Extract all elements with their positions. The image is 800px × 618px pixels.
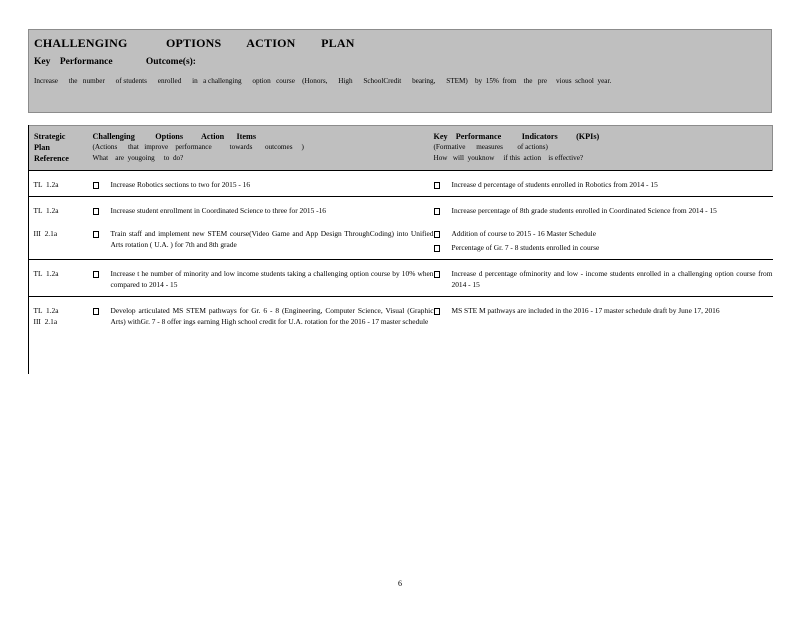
reference-code: TL 1.2a <box>33 180 59 189</box>
table-row <box>29 197 773 223</box>
kpi-text: Increase d percentage of students enrolled in Robotics from 2014 - 15 <box>451 180 658 189</box>
list-item <box>434 268 773 290</box>
header-kpis <box>434 126 773 171</box>
list-item <box>93 205 434 216</box>
row-actions <box>93 297 434 343</box>
row-kpis <box>434 171 773 197</box>
reference-code: TL 1.2a <box>33 206 59 215</box>
action-text: Increase student enrollment in Coordinated Science to three for 2015 -16 <box>110 206 326 215</box>
bullet-box-icon <box>434 208 440 215</box>
header-action-items <box>93 126 434 171</box>
row-reference <box>29 260 93 297</box>
kpi-text: Addition of course to 2015 - 16 Master Schedule <box>451 229 596 238</box>
row-reference <box>29 171 93 197</box>
header-ref-line: Reference <box>34 154 69 163</box>
action-text: Develop articulated MS STEM pathways for Gr. 6 - 8 (Engineering, Computer Science, Visual (Graphic Arts) withGr. 7 - 8 offer ings earning High school credit for U.A. rotation for the 2016 - 17 master schedule <box>110 306 434 326</box>
table-row <box>29 297 773 343</box>
list-item <box>93 179 434 190</box>
reference-code: III 2.1a <box>33 229 58 238</box>
action-text: Train staff and implement new STEM course(Video Game and App Design ThroughCoding) into Unified Arts rotation ( U.A. ) for 7th and 8th grade <box>110 229 434 249</box>
page-number: 6 <box>398 579 402 588</box>
row-kpis <box>434 260 773 297</box>
table-header-row <box>29 126 773 171</box>
action-plan-table <box>28 125 773 342</box>
row-reference <box>29 222 93 260</box>
row-reference <box>29 297 93 343</box>
list-item <box>434 242 773 253</box>
kpi-text: Increase percentage of 8th grade students enrolled in Coordinated Science from 2014 - 15 <box>451 206 717 215</box>
table-left-border <box>28 125 29 374</box>
reference-code: TL 1.2a <box>33 269 59 278</box>
row-actions <box>93 171 434 197</box>
key-performance-outcome-text: Increase the number of students enrolled in a challenging option course (Honors, High SchoolCredit bearing, STEM) by 15% from the pre vious school year. <box>34 77 612 85</box>
bullet-box-icon <box>93 308 99 315</box>
action-text: Increase t he number of minority and low income students taking a challenging option course by 10% when compared to 2014 - 15 <box>110 269 434 289</box>
bullet-box-icon <box>434 182 440 189</box>
table-row <box>29 171 773 197</box>
reference-code: TL 1.2a <box>33 306 59 315</box>
kpi-text: Increase d percentage ofminority and low - income students enrolled in a challenging option course from 2014 - 15 <box>451 269 773 289</box>
row-actions <box>93 197 434 223</box>
header-ref-title: Strategic <box>34 132 66 141</box>
bullet-box-icon <box>434 308 440 315</box>
list-item <box>93 228 434 250</box>
bullet-box-icon <box>93 182 99 189</box>
header-kpi-line: (Formative measures of actions) <box>433 143 548 151</box>
kpi-text: Percentage of Gr. 7 - 8 students enrolled in course <box>451 243 600 252</box>
bullet-box-icon <box>93 208 99 215</box>
row-actions <box>93 222 434 260</box>
list-item <box>93 305 434 327</box>
action-text: Increase Robotics sections to two for 2015 - 16 <box>110 180 251 189</box>
list-item <box>434 179 773 190</box>
key-performance-outcome-label: Key Performance Outcome(s): <box>34 57 196 67</box>
kpi-text: MS STE M pathways are included in the 2016 - 17 master schedule draft by June 17, 2016 <box>451 306 720 315</box>
plan-outcome-box <box>28 29 772 113</box>
header-actions-line: (Actions that improve performance towards outcomes ) <box>92 143 304 151</box>
reference-code: III 2.1a <box>33 317 58 326</box>
header-actions-line: What are yougoing to do? <box>92 154 184 162</box>
row-actions <box>93 260 434 297</box>
bullet-box-icon <box>434 231 440 238</box>
bullet-box-icon <box>434 245 440 252</box>
row-kpis <box>434 197 773 223</box>
header-ref-line: Plan <box>34 143 50 152</box>
row-kpis <box>434 222 773 260</box>
row-kpis <box>434 297 773 343</box>
list-item <box>434 305 773 316</box>
header-kpi-line: How will youknow if this action is effective? <box>433 154 584 162</box>
table-row <box>29 260 773 297</box>
bullet-box-icon <box>93 271 99 278</box>
list-item <box>434 205 773 216</box>
row-reference <box>29 197 93 223</box>
list-item <box>434 228 773 239</box>
header-actions-title: Challenging Options Action Items <box>92 132 257 141</box>
bullet-box-icon <box>434 271 440 278</box>
header-strategic-plan-reference <box>29 126 93 171</box>
list-item <box>93 268 434 290</box>
table-row <box>29 222 773 260</box>
bullet-box-icon <box>93 231 99 238</box>
plan-title: CHALLENGING OPTIONS ACTION PLAN <box>34 36 355 50</box>
header-kpi-title: Key Performance Indicators (KPIs) <box>433 132 600 141</box>
